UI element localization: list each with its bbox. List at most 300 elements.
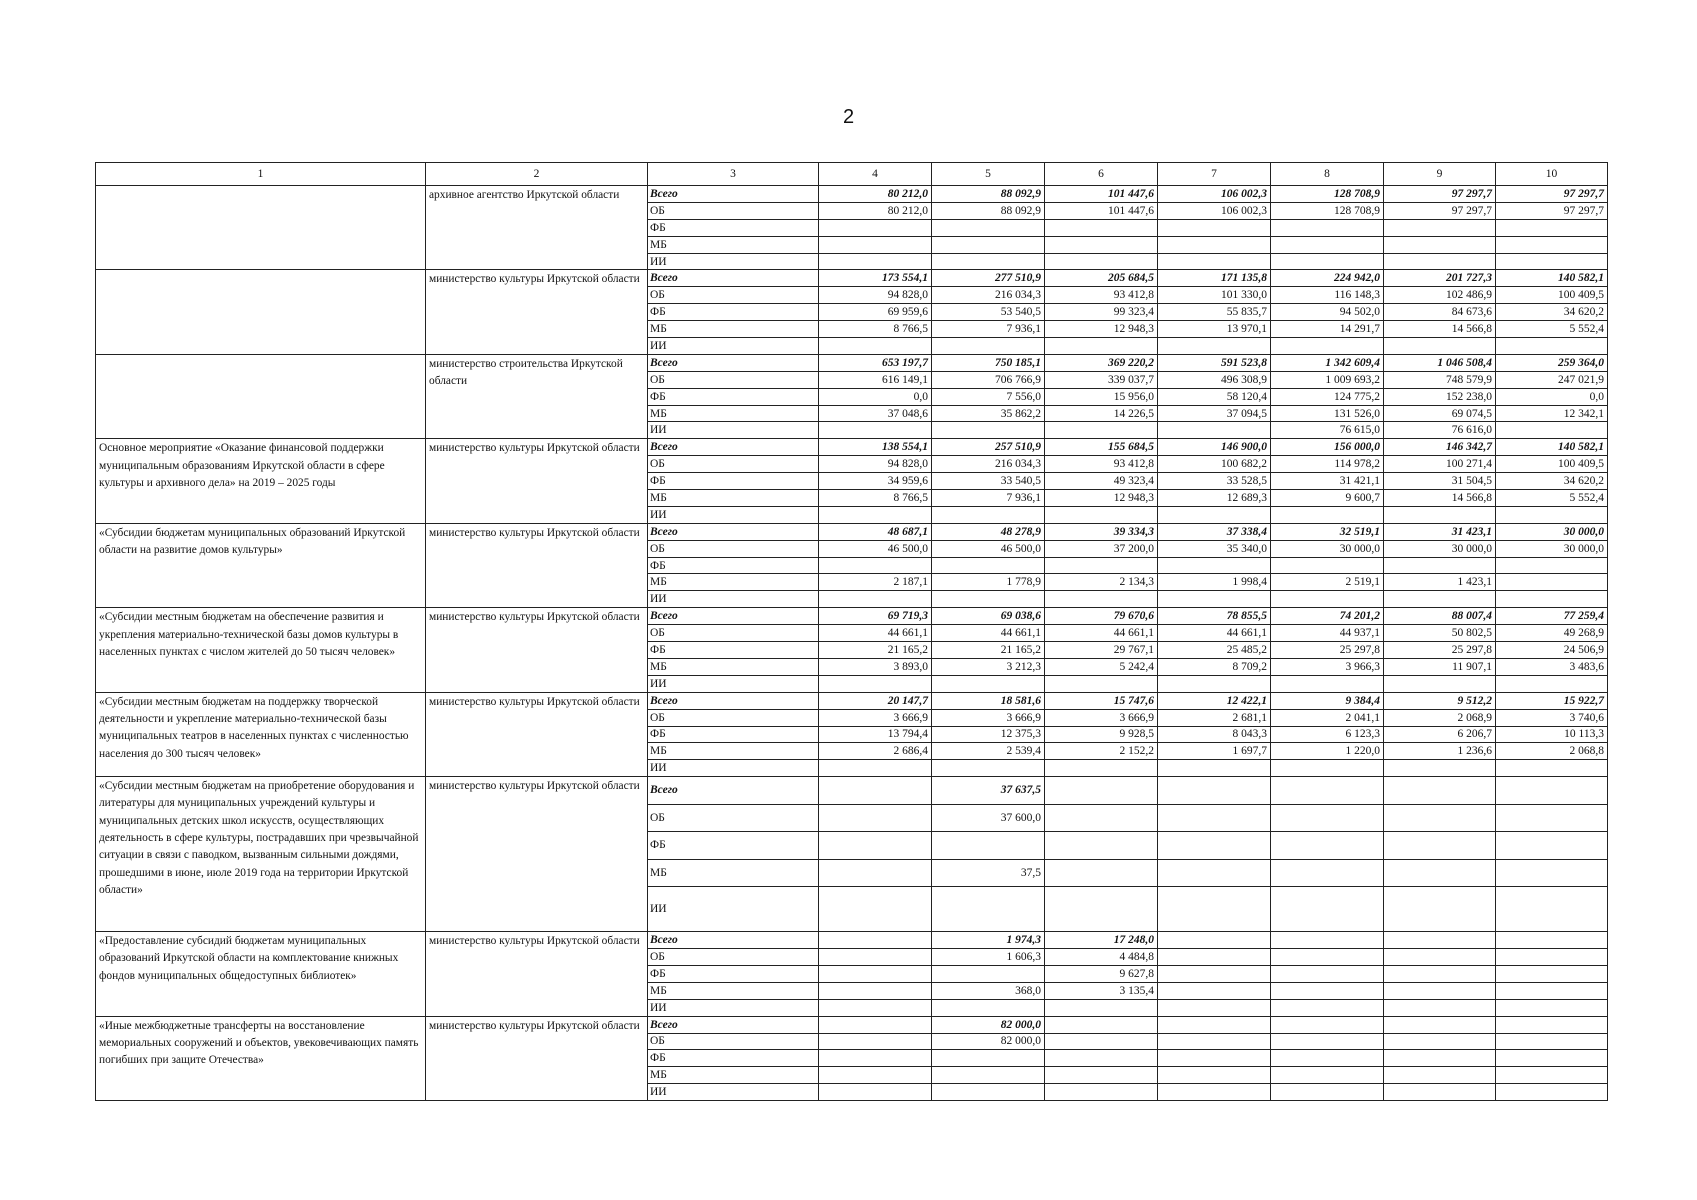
amount-cell	[1496, 777, 1608, 805]
amount-cell: 5 552,4	[1496, 490, 1608, 507]
amount-cell	[932, 219, 1045, 236]
column-header-6: 6	[1045, 163, 1158, 186]
amount-cell	[1496, 1084, 1608, 1101]
amount-cell	[1496, 965, 1608, 982]
amount-cell: 78 855,5	[1158, 608, 1271, 625]
amount-cell: 94 828,0	[819, 287, 932, 304]
amount-cell	[1496, 675, 1608, 692]
amount-cell: 6 123,3	[1271, 726, 1384, 743]
amount-cell: 97 297,7	[1496, 202, 1608, 219]
amount-cell: 101 330,0	[1158, 287, 1271, 304]
amount-cell: 69 719,3	[819, 608, 932, 625]
amount-cell: 34 620,2	[1496, 304, 1608, 321]
amount-cell: 34 959,6	[819, 473, 932, 490]
amount-cell: 1 236,6	[1384, 743, 1496, 760]
amount-cell	[1496, 506, 1608, 523]
amount-cell	[1384, 591, 1496, 608]
amount-cell	[1045, 236, 1158, 253]
amount-cell: 13 970,1	[1158, 321, 1271, 338]
amount-cell: 15 956,0	[1045, 388, 1158, 405]
amount-cell: 496 308,9	[1158, 371, 1271, 388]
amount-cell	[932, 1084, 1045, 1101]
amount-cell: 14 291,7	[1271, 321, 1384, 338]
amount-cell	[1271, 1016, 1384, 1033]
amount-cell: 100 409,5	[1496, 456, 1608, 473]
amount-cell: 48 687,1	[819, 523, 932, 540]
amount-cell	[1384, 219, 1496, 236]
table-row	[96, 270, 1608, 287]
amount-cell: 30 000,0	[1496, 540, 1608, 557]
amount-cell	[1384, 760, 1496, 777]
funding-source-label: ИИ	[648, 422, 819, 439]
amount-cell	[1271, 675, 1384, 692]
activity-name: «Субсидии местным бюджетам на приобретение оборудования и литературы для муниципальных учреждений культуры и муниципальных детских школ искусств, осуществляющих деятельность в сфере культуры, пострадавших при чрезвычайной ситуации в связи с паводком, вызванным сильными дождями, прошедшими в июне, июле 2019 года на территории Иркутской области»	[96, 777, 426, 932]
amount-cell: 3 893,0	[819, 658, 932, 675]
amount-cell	[1158, 236, 1271, 253]
table-row	[96, 692, 1608, 709]
amount-cell: 750 185,1	[932, 354, 1045, 371]
funding-source-label: ИИ	[648, 999, 819, 1016]
amount-cell: 1 697,7	[1158, 743, 1271, 760]
amount-cell	[819, 1084, 932, 1101]
funding-source-label: ИИ	[648, 338, 819, 355]
amount-cell: 33 540,5	[932, 473, 1045, 490]
amount-cell: 80 212,0	[819, 202, 932, 219]
amount-cell	[1158, 675, 1271, 692]
amount-cell: 171 135,8	[1158, 270, 1271, 287]
amount-cell: 49 323,4	[1045, 473, 1158, 490]
amount-cell: 31 421,1	[1271, 473, 1384, 490]
funding-source-label: Всего	[648, 186, 819, 203]
amount-cell	[1384, 557, 1496, 574]
table-row	[96, 777, 1608, 805]
amount-cell: 2 152,2	[1045, 743, 1158, 760]
amount-cell: 44 937,1	[1271, 625, 1384, 642]
amount-cell	[819, 1033, 932, 1050]
amount-cell: 11 907,1	[1384, 658, 1496, 675]
amount-cell	[1496, 932, 1608, 949]
column-header-4: 4	[819, 163, 932, 186]
amount-cell: 1 778,9	[932, 574, 1045, 591]
amount-cell	[1384, 982, 1496, 999]
amount-cell	[1271, 760, 1384, 777]
amount-cell: 152 238,0	[1384, 388, 1496, 405]
amount-cell	[1271, 219, 1384, 236]
funding-source-label: ФБ	[648, 219, 819, 236]
activity-name: «Субсидии местным бюджетам на обеспечение развития и укрепления материально-технической базы домов культуры в населенных пунктах с числом жителей до 50 тысяч человек»	[96, 608, 426, 692]
funding-source-label: Всего	[648, 354, 819, 371]
amount-cell: 2 134,3	[1045, 574, 1158, 591]
funding-source-label: ФБ	[648, 726, 819, 743]
amount-cell	[1496, 832, 1608, 860]
amount-cell: 247 021,9	[1496, 371, 1608, 388]
amount-cell: 748 579,9	[1384, 371, 1496, 388]
amount-cell	[1158, 422, 1271, 439]
amount-cell	[1045, 591, 1158, 608]
funding-source-label: ФБ	[648, 965, 819, 982]
amount-cell: 173 554,1	[819, 270, 932, 287]
amount-cell	[819, 859, 932, 887]
amount-cell: 124 775,2	[1271, 388, 1384, 405]
amount-cell	[1496, 574, 1608, 591]
amount-cell: 101 447,6	[1045, 186, 1158, 203]
amount-cell: 128 708,9	[1271, 202, 1384, 219]
amount-cell	[1271, 1050, 1384, 1067]
amount-cell	[1158, 804, 1271, 832]
amount-cell: 88 092,9	[932, 202, 1045, 219]
amount-cell	[1158, 982, 1271, 999]
amount-cell: 88 092,9	[932, 186, 1045, 203]
amount-cell: 1 342 609,4	[1271, 354, 1384, 371]
amount-cell: 2 539,4	[932, 743, 1045, 760]
funding-source-label: ИИ	[648, 591, 819, 608]
amount-cell	[1384, 1016, 1496, 1033]
amount-cell	[1045, 999, 1158, 1016]
amount-cell	[1384, 777, 1496, 805]
amount-cell	[1158, 859, 1271, 887]
amount-cell	[1045, 675, 1158, 692]
amount-cell: 37 637,5	[932, 777, 1045, 805]
amount-cell: 8 766,5	[819, 490, 932, 507]
funding-source-label: МБ	[648, 574, 819, 591]
amount-cell: 82 000,0	[932, 1033, 1045, 1050]
amount-cell: 20 147,7	[819, 692, 932, 709]
amount-cell: 100 682,2	[1158, 456, 1271, 473]
amount-cell: 3 666,9	[1045, 709, 1158, 726]
amount-cell	[1271, 506, 1384, 523]
amount-cell	[1271, 1033, 1384, 1050]
amount-cell	[932, 253, 1045, 270]
amount-cell	[1158, 932, 1271, 949]
amount-cell: 34 620,2	[1496, 473, 1608, 490]
amount-cell	[819, 253, 932, 270]
funding-source-label: ФБ	[648, 304, 819, 321]
amount-cell: 114 978,2	[1271, 456, 1384, 473]
amount-cell: 1 974,3	[932, 932, 1045, 949]
amount-cell: 33 528,5	[1158, 473, 1271, 490]
amount-cell: 99 323,4	[1045, 304, 1158, 321]
amount-cell: 37 338,4	[1158, 523, 1271, 540]
amount-cell: 94 502,0	[1271, 304, 1384, 321]
activity-name: Основное мероприятие «Оказание финансовой поддержки муниципальным образованиям Иркутской области в сфере культуры и архивного дела» на 2019 – 2025 годы	[96, 439, 426, 523]
amount-cell: 21 165,2	[819, 642, 932, 659]
amount-cell	[932, 557, 1045, 574]
amount-cell	[1045, 557, 1158, 574]
amount-cell	[1158, 832, 1271, 860]
amount-cell	[1158, 591, 1271, 608]
amount-cell	[1271, 236, 1384, 253]
amount-cell: 14 566,8	[1384, 490, 1496, 507]
amount-cell: 93 412,8	[1045, 287, 1158, 304]
amount-cell	[819, 887, 932, 932]
amount-cell: 32 519,1	[1271, 523, 1384, 540]
funding-source-label: ИИ	[648, 760, 819, 777]
amount-cell	[932, 506, 1045, 523]
amount-cell	[1496, 1016, 1608, 1033]
amount-cell: 12 422,1	[1158, 692, 1271, 709]
funding-source-label: ФБ	[648, 642, 819, 659]
amount-cell: 653 197,7	[819, 354, 932, 371]
responsible-executor: министерство культуры Иркутской области	[426, 1016, 648, 1100]
activity-name: «Субсидии бюджетам муниципальных образований Иркутской области на развитие домов культуры»	[96, 523, 426, 607]
amount-cell: 9 928,5	[1045, 726, 1158, 743]
amount-cell	[932, 1067, 1045, 1084]
amount-cell	[1496, 338, 1608, 355]
amount-cell: 10 113,3	[1496, 726, 1608, 743]
amount-cell: 13 794,4	[819, 726, 932, 743]
amount-cell	[1045, 804, 1158, 832]
funding-source-label: ОБ	[648, 287, 819, 304]
amount-cell	[1158, 777, 1271, 805]
amount-cell	[1496, 557, 1608, 574]
amount-cell: 35 340,0	[1158, 540, 1271, 557]
amount-cell: 7 936,1	[932, 490, 1045, 507]
amount-cell	[1496, 859, 1608, 887]
funding-source-label: Всего	[648, 439, 819, 456]
amount-cell	[1158, 253, 1271, 270]
amount-cell: 1 606,3	[932, 949, 1045, 966]
amount-cell	[1045, 1033, 1158, 1050]
table-row	[96, 439, 1608, 456]
funding-source-label: ОБ	[648, 625, 819, 642]
amount-cell: 7 556,0	[932, 388, 1045, 405]
column-header-7: 7	[1158, 163, 1271, 186]
amount-cell: 93 412,8	[1045, 456, 1158, 473]
amount-cell: 39 334,3	[1045, 523, 1158, 540]
amount-cell	[1045, 422, 1158, 439]
amount-cell: 706 766,9	[932, 371, 1045, 388]
amount-cell	[1496, 1050, 1608, 1067]
responsible-executor: министерство культуры Иркутской области	[426, 439, 648, 523]
amount-cell	[1271, 982, 1384, 999]
amount-cell: 69 959,6	[819, 304, 932, 321]
amount-cell	[1384, 887, 1496, 932]
funding-source-label: ОБ	[648, 949, 819, 966]
amount-cell: 2 686,4	[819, 743, 932, 760]
funding-source-label: ОБ	[648, 804, 819, 832]
amount-cell: 50 802,5	[1384, 625, 1496, 642]
amount-cell: 2 068,9	[1384, 709, 1496, 726]
amount-cell: 8 766,5	[819, 321, 932, 338]
amount-cell	[932, 1050, 1045, 1067]
amount-cell: 277 510,9	[932, 270, 1045, 287]
amount-cell	[1271, 557, 1384, 574]
amount-cell	[1045, 219, 1158, 236]
amount-cell: 69 074,5	[1384, 405, 1496, 422]
responsible-executor: министерство культуры Иркутской области	[426, 523, 648, 607]
amount-cell: 2 519,1	[1271, 574, 1384, 591]
amount-cell: 37 600,0	[932, 804, 1045, 832]
amount-cell: 140 582,1	[1496, 270, 1608, 287]
amount-cell: 116 148,3	[1271, 287, 1384, 304]
amount-cell	[932, 675, 1045, 692]
amount-cell	[1045, 887, 1158, 932]
amount-cell	[1271, 965, 1384, 982]
funding-source-label: МБ	[648, 405, 819, 422]
amount-cell: 25 297,8	[1271, 642, 1384, 659]
amount-cell: 25 297,8	[1384, 642, 1496, 659]
amount-cell: 616 149,1	[819, 371, 932, 388]
amount-cell	[819, 1050, 932, 1067]
activity-name: «Иные межбюджетные трансферты на восстановление мемориальных сооружений и объектов, увековечивающих память погибших при защите Отечества»	[96, 1016, 426, 1100]
funding-source-label: Всего	[648, 270, 819, 287]
funding-source-label: ИИ	[648, 675, 819, 692]
amount-cell: 5 242,4	[1045, 658, 1158, 675]
funding-source-label: ОБ	[648, 371, 819, 388]
amount-cell: 37 094,5	[1158, 405, 1271, 422]
responsible-executor: министерство культуры Иркутской области	[426, 270, 648, 354]
amount-cell: 100 409,5	[1496, 287, 1608, 304]
activity-name: «Субсидии местным бюджетам на поддержку творческой деятельности и укрепление материально-технической базы муниципальных театров в населенных пунктах с численностью населения до 300 тысяч человек»	[96, 692, 426, 776]
amount-cell: 216 034,3	[932, 456, 1045, 473]
responsible-executor: министерство культуры Иркутской области	[426, 608, 648, 692]
amount-cell	[1496, 1033, 1608, 1050]
amount-cell: 97 297,7	[1496, 186, 1608, 203]
amount-cell: 156 000,0	[1271, 439, 1384, 456]
amount-cell	[1271, 859, 1384, 887]
amount-cell	[1384, 1084, 1496, 1101]
amount-cell: 2 681,1	[1158, 709, 1271, 726]
amount-cell: 14 566,8	[1384, 321, 1496, 338]
amount-cell	[932, 591, 1045, 608]
funding-source-label: ИИ	[648, 1084, 819, 1101]
amount-cell: 339 037,7	[1045, 371, 1158, 388]
amount-cell	[1158, 1033, 1271, 1050]
amount-cell	[1384, 965, 1496, 982]
amount-cell: 3 666,9	[819, 709, 932, 726]
amount-cell	[1496, 982, 1608, 999]
amount-cell: 84 673,6	[1384, 304, 1496, 321]
amount-cell: 9 627,8	[1045, 965, 1158, 982]
amount-cell	[819, 557, 932, 574]
amount-cell	[1158, 219, 1271, 236]
amount-cell: 3 483,6	[1496, 658, 1608, 675]
amount-cell	[819, 675, 932, 692]
amount-cell	[1271, 832, 1384, 860]
amount-cell: 7 936,1	[932, 321, 1045, 338]
amount-cell: 155 684,5	[1045, 439, 1158, 456]
amount-cell	[1045, 1067, 1158, 1084]
column-header-8: 8	[1271, 163, 1384, 186]
amount-cell: 216 034,3	[932, 287, 1045, 304]
amount-cell: 24 506,9	[1496, 642, 1608, 659]
amount-cell: 74 201,2	[1271, 608, 1384, 625]
amount-cell: 259 364,0	[1496, 354, 1608, 371]
funding-source-label: МБ	[648, 1067, 819, 1084]
amount-cell: 1 220,0	[1271, 743, 1384, 760]
amount-cell	[819, 760, 932, 777]
amount-cell	[819, 932, 932, 949]
activity-name: «Предоставление субсидий бюджетам муниципальных образований Иркутской области на комплектование книжных фондов муниципальных общедоступных библиотек»	[96, 932, 426, 1016]
funding-source-label: Всего	[648, 932, 819, 949]
amount-cell	[1384, 804, 1496, 832]
amount-cell	[1158, 1084, 1271, 1101]
amount-cell: 25 485,2	[1158, 642, 1271, 659]
amount-cell: 21 165,2	[932, 642, 1045, 659]
amount-cell: 1 423,1	[1384, 574, 1496, 591]
amount-cell: 69 038,6	[932, 608, 1045, 625]
amount-cell: 0,0	[819, 388, 932, 405]
amount-cell	[1271, 1084, 1384, 1101]
amount-cell: 131 526,0	[1271, 405, 1384, 422]
amount-cell	[819, 422, 932, 439]
funding-source-label: МБ	[648, 859, 819, 887]
amount-cell: 106 002,3	[1158, 186, 1271, 203]
funding-source-label: МБ	[648, 490, 819, 507]
amount-cell	[1496, 760, 1608, 777]
activity-name	[96, 354, 426, 438]
amount-cell: 44 661,1	[932, 625, 1045, 642]
funding-source-label: ОБ	[648, 1033, 819, 1050]
amount-cell	[1271, 253, 1384, 270]
amount-cell: 44 661,1	[1158, 625, 1271, 642]
activity-name	[96, 186, 426, 270]
amount-cell: 100 271,4	[1384, 456, 1496, 473]
table-row	[96, 932, 1608, 949]
amount-cell: 3 212,3	[932, 658, 1045, 675]
amount-cell: 106 002,3	[1158, 202, 1271, 219]
column-header-10: 10	[1496, 163, 1608, 186]
amount-cell	[1158, 999, 1271, 1016]
amount-cell	[819, 236, 932, 253]
amount-cell	[1158, 1016, 1271, 1033]
amount-cell	[1496, 1067, 1608, 1084]
amount-cell: 146 900,0	[1158, 439, 1271, 456]
amount-cell	[819, 999, 932, 1016]
amount-cell: 101 447,6	[1045, 202, 1158, 219]
funding-source-label: ОБ	[648, 540, 819, 557]
funding-source-label: Всего	[648, 523, 819, 540]
amount-cell: 224 942,0	[1271, 270, 1384, 287]
amount-cell	[1496, 422, 1608, 439]
amount-cell: 102 486,9	[1384, 287, 1496, 304]
funding-source-label: ОБ	[648, 456, 819, 473]
funding-source-label: ИИ	[648, 887, 819, 932]
amount-cell	[1158, 887, 1271, 932]
amount-cell	[1158, 1067, 1271, 1084]
funding-source-label: ФБ	[648, 388, 819, 405]
amount-cell: 12 342,1	[1496, 405, 1608, 422]
funding-source-label: ФБ	[648, 473, 819, 490]
amount-cell	[1384, 253, 1496, 270]
amount-cell	[932, 965, 1045, 982]
amount-cell	[1496, 236, 1608, 253]
amount-cell: 53 540,5	[932, 304, 1045, 321]
amount-cell: 2 187,1	[819, 574, 932, 591]
funding-source-label: ИИ	[648, 253, 819, 270]
table-row	[96, 354, 1608, 371]
amount-cell	[819, 1067, 932, 1084]
amount-cell: 82 000,0	[932, 1016, 1045, 1033]
budget-table	[95, 162, 1608, 1101]
amount-cell	[1045, 338, 1158, 355]
amount-cell	[1496, 999, 1608, 1016]
amount-cell: 4 484,8	[1045, 949, 1158, 966]
amount-cell	[1384, 506, 1496, 523]
amount-cell	[1045, 859, 1158, 887]
amount-cell: 97 297,7	[1384, 186, 1496, 203]
amount-cell	[819, 777, 932, 805]
amount-cell: 18 581,6	[932, 692, 1045, 709]
funding-source-label: ФБ	[648, 557, 819, 574]
amount-cell: 2 041,1	[1271, 709, 1384, 726]
responsible-executor: министерство строительства Иркутской области	[426, 354, 648, 438]
amount-cell	[819, 1016, 932, 1033]
funding-source-label: Всего	[648, 692, 819, 709]
amount-cell: 8 043,3	[1158, 726, 1271, 743]
amount-cell: 2 068,8	[1496, 743, 1608, 760]
amount-cell: 31 504,5	[1384, 473, 1496, 490]
